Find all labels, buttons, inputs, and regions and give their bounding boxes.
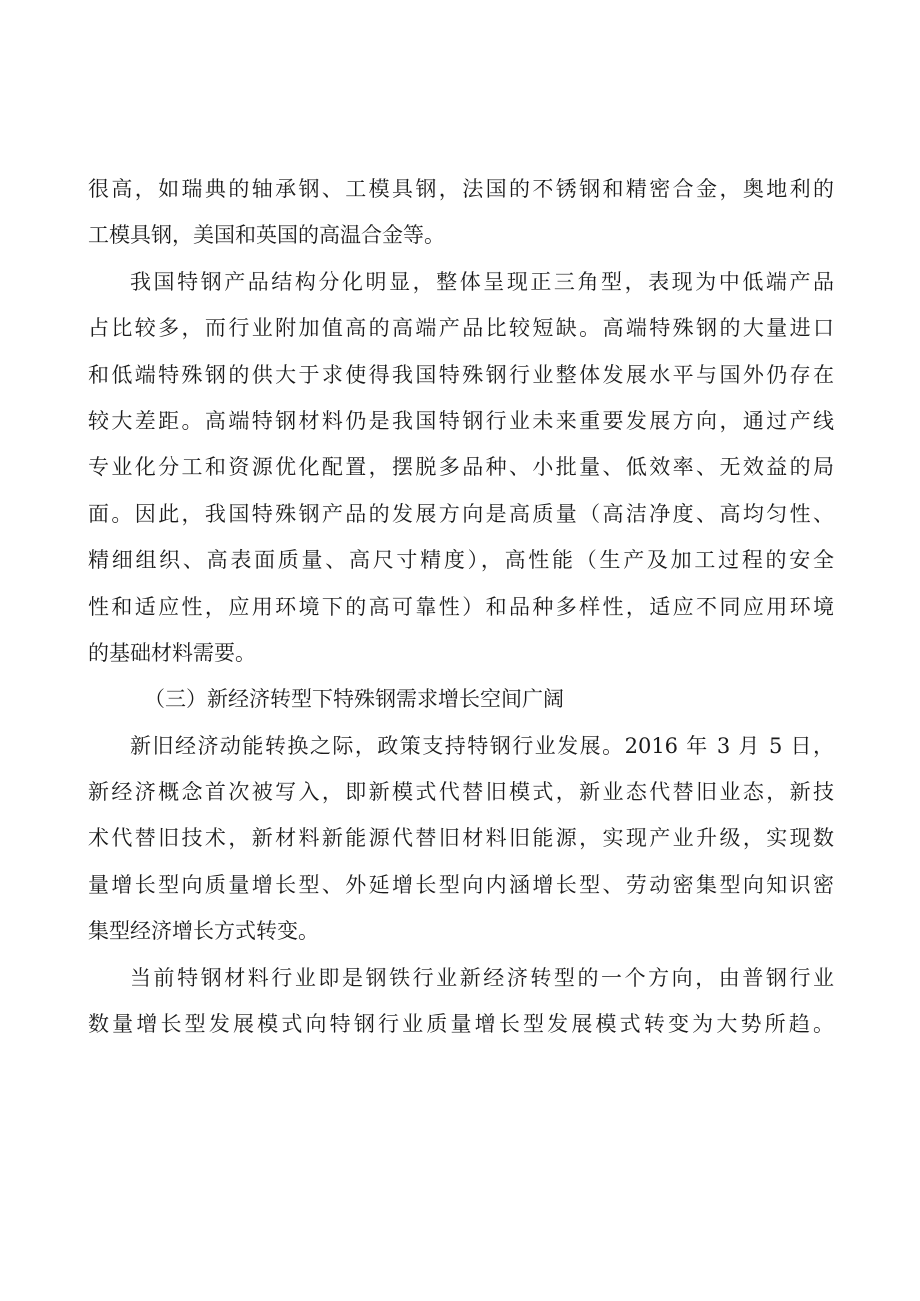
section-heading: （三）新经济转型下特殊钢需求增长空间广阔 bbox=[144, 687, 564, 712]
paragraph-line: 新经济概念首次被写入，即新模式代替旧模式，新业态代替旧业态，新技 bbox=[88, 780, 834, 805]
paragraph-line: 工模具钢，美国和英国的高温合金等。 bbox=[88, 223, 445, 248]
paragraph-line: 性和适应性，应用环境下的高可靠性）和品种多样性，适应不同应用环境 bbox=[88, 594, 834, 619]
paragraph-line: 精细组织、高表面质量、高尺寸精度），高性能（生产及加工过程的安全 bbox=[88, 548, 834, 573]
paragraph-line: 占比较多，而行业附加值高的高端产品比较短缺。高端特殊钢的大量进口 bbox=[88, 316, 834, 341]
paragraph-line: 我国特钢产品结构分化明显，整体呈现正三角型，表现为中低端产品 bbox=[130, 269, 834, 294]
paragraph-line: 术代替旧技术，新材料新能源代替旧材料旧能源，实现产业升级，实现数 bbox=[88, 826, 834, 851]
paragraph-line: 当前特钢材料行业即是钢铁行业新经济转型的一个方向，由普钢行业 bbox=[130, 965, 834, 990]
paragraph-line: 数量增长型发展模式向特钢行业质量增长型发展模式转变为大势所趋。 bbox=[88, 1012, 834, 1037]
paragraph-line: 量增长型向质量增长型、外延增长型向内涵增长型、劳动密集型向知识密 bbox=[88, 872, 834, 897]
paragraph-line: 新旧经济动能转换之际，政策支持特钢行业发展。2016 年 3 月 5 日， bbox=[130, 733, 834, 758]
paragraph-line: 面。因此，我国特殊钢产品的发展方向是高质量（高洁净度、高均匀性、 bbox=[88, 501, 834, 526]
paragraph-line: 较大差距。高端特钢材料仍是我国特钢行业未来重要发展方向，通过产线 bbox=[88, 408, 834, 433]
paragraph-line: 集型经济增长方式转变。 bbox=[88, 919, 319, 944]
paragraph-line: 专业化分工和资源优化配置，摆脱多品种、小批量、低效率、无效益的局 bbox=[88, 455, 834, 480]
body-text bbox=[88, 166, 834, 1047]
paragraph-line: 很高，如瑞典的轴承钢、工模具钢，法国的不锈钢和精密合金，奥地利的 bbox=[88, 177, 834, 201]
paragraph-line: 和低端特殊钢的供大于求使得我国特殊钢行业整体发展水平与国外仍存在 bbox=[88, 362, 834, 387]
paragraph-line: 的基础材料需要。 bbox=[88, 640, 256, 665]
